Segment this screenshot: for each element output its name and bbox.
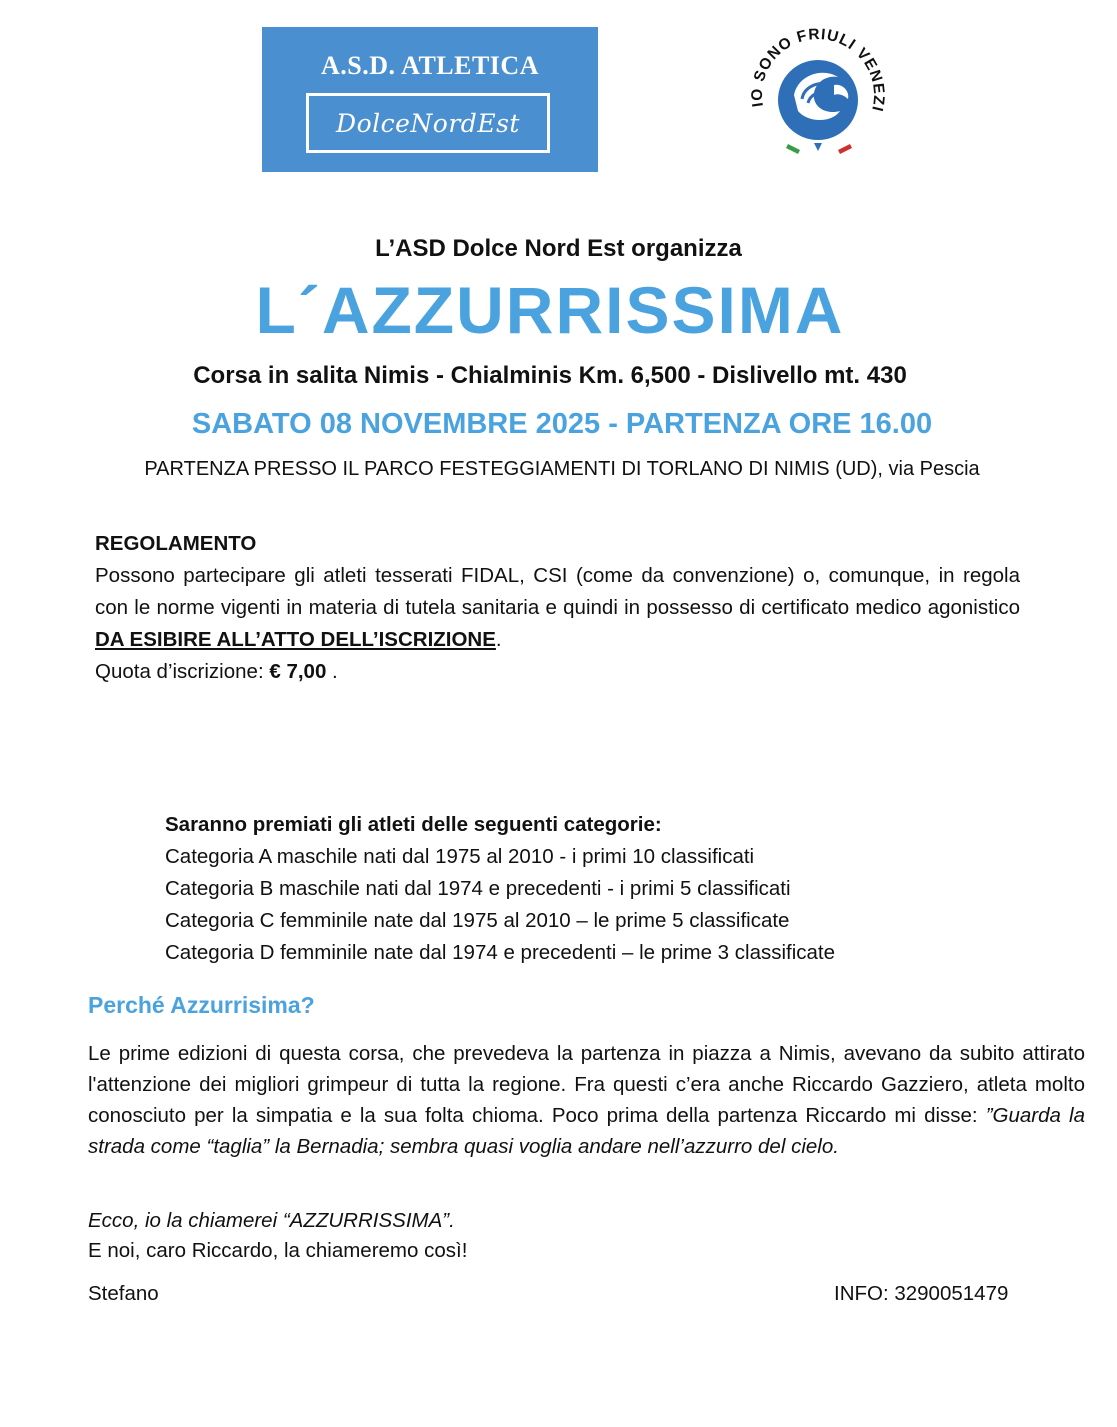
list-item: Categoria A maschile nati dal 1975 al 2010 - i primi 10 classificati <box>165 845 755 868</box>
friuli-region-emblem-icon <box>742 15 892 165</box>
logo-title: A.S.D. ATLETICA <box>321 51 539 80</box>
event-subtitle: Corsa in salita Nimis - Chialminis Km. 6,500 - Dislivello mt. 430 <box>193 362 907 389</box>
friuli-region-logo <box>742 15 892 165</box>
svg-text:IO SONO FRIULI VENEZIA GIULIA: IO SONO FRIULI VENEZI <box>748 25 888 114</box>
logo-script-text: DolceNordEst <box>336 108 520 138</box>
regulation-body: Possono partecipare gli atleti tesserati FIDAL, CSI (come da convenzione) o, comunque, in regola con le norme vigenti in materia di tutela sanitaria e quindi in possesso di certificato medico agonistico <box>95 564 1020 619</box>
regulation-section <box>95 528 1020 688</box>
signature: Stefano <box>88 1282 159 1305</box>
list-item: Categoria B maschile nati dal 1974 e precedenti - i primi 5 classificati <box>165 877 791 900</box>
prizes-section <box>165 809 1025 969</box>
organizer-line: L’ASD Dolce Nord Est organizza <box>375 235 742 262</box>
start-location: PARTENZA PRESSO IL PARCO FESTEGGIAMENTI DI TORLANO DI NIMIS (UD), via Pescia <box>144 458 980 480</box>
regulation-text <box>95 560 1020 656</box>
story-body: Le prime edizioni di questa corsa, che prevedeva la partenza in piazza a Nimis, avevano da subito attirato l'attenzione dei migliori grimpeur di tutta la regione. Fra questi c’era anche Riccardo Gazziero, atleta molto conosciuto per la simpatia e la sua folta chioma. Poco prima della partenza Riccardo mi disse: <box>88 1042 1085 1127</box>
story-quote: ”Guarda la strada come “taglia” la Bernadia; sembra quasi voglia andare nell’azzurro del cielo. <box>88 1104 1086 1158</box>
story-text <box>88 1038 1085 1162</box>
story-title: Perché Azzurrisima? <box>88 992 315 1018</box>
event-date: SABATO 08 NOVEMBRE 2025 - PARTENZA ORE 16.00 <box>191 408 933 440</box>
asd-atletica-logo <box>262 27 598 172</box>
story-line-2: Ecco, io la chiamerei “AZZURRISSIMA”. <box>88 1209 455 1232</box>
regulation-highlight: DA ESIBIRE ALL’ATTO DELL’ISCRIZIONE <box>95 628 496 651</box>
fee-label: Quota d’iscrizione: <box>95 660 270 683</box>
regulation-title: REGOLAMENTO <box>95 532 257 555</box>
fee-value: € 7,00 <box>269 660 327 683</box>
prizes-title: Saranno premiati gli atleti delle seguenti categorie: <box>165 813 662 836</box>
list-item: Categoria D femminile nate dal 1974 e precedenti – le prime 3 classificate <box>165 941 836 964</box>
regulation-period: . <box>495 628 502 651</box>
fee-line <box>95 656 1020 688</box>
list-item: Categoria C femminile nate dal 1975 al 2010 – le prime 5 classificate <box>165 909 790 932</box>
story-line-3: E noi, caro Riccardo, la chiameremo così! <box>88 1239 468 1262</box>
logo-frame <box>306 93 550 153</box>
info-contact: INFO: 3290051479 <box>834 1282 1009 1305</box>
fee-after: . <box>326 660 338 683</box>
event-title: L´AZZURRISSIMA <box>255 273 845 347</box>
